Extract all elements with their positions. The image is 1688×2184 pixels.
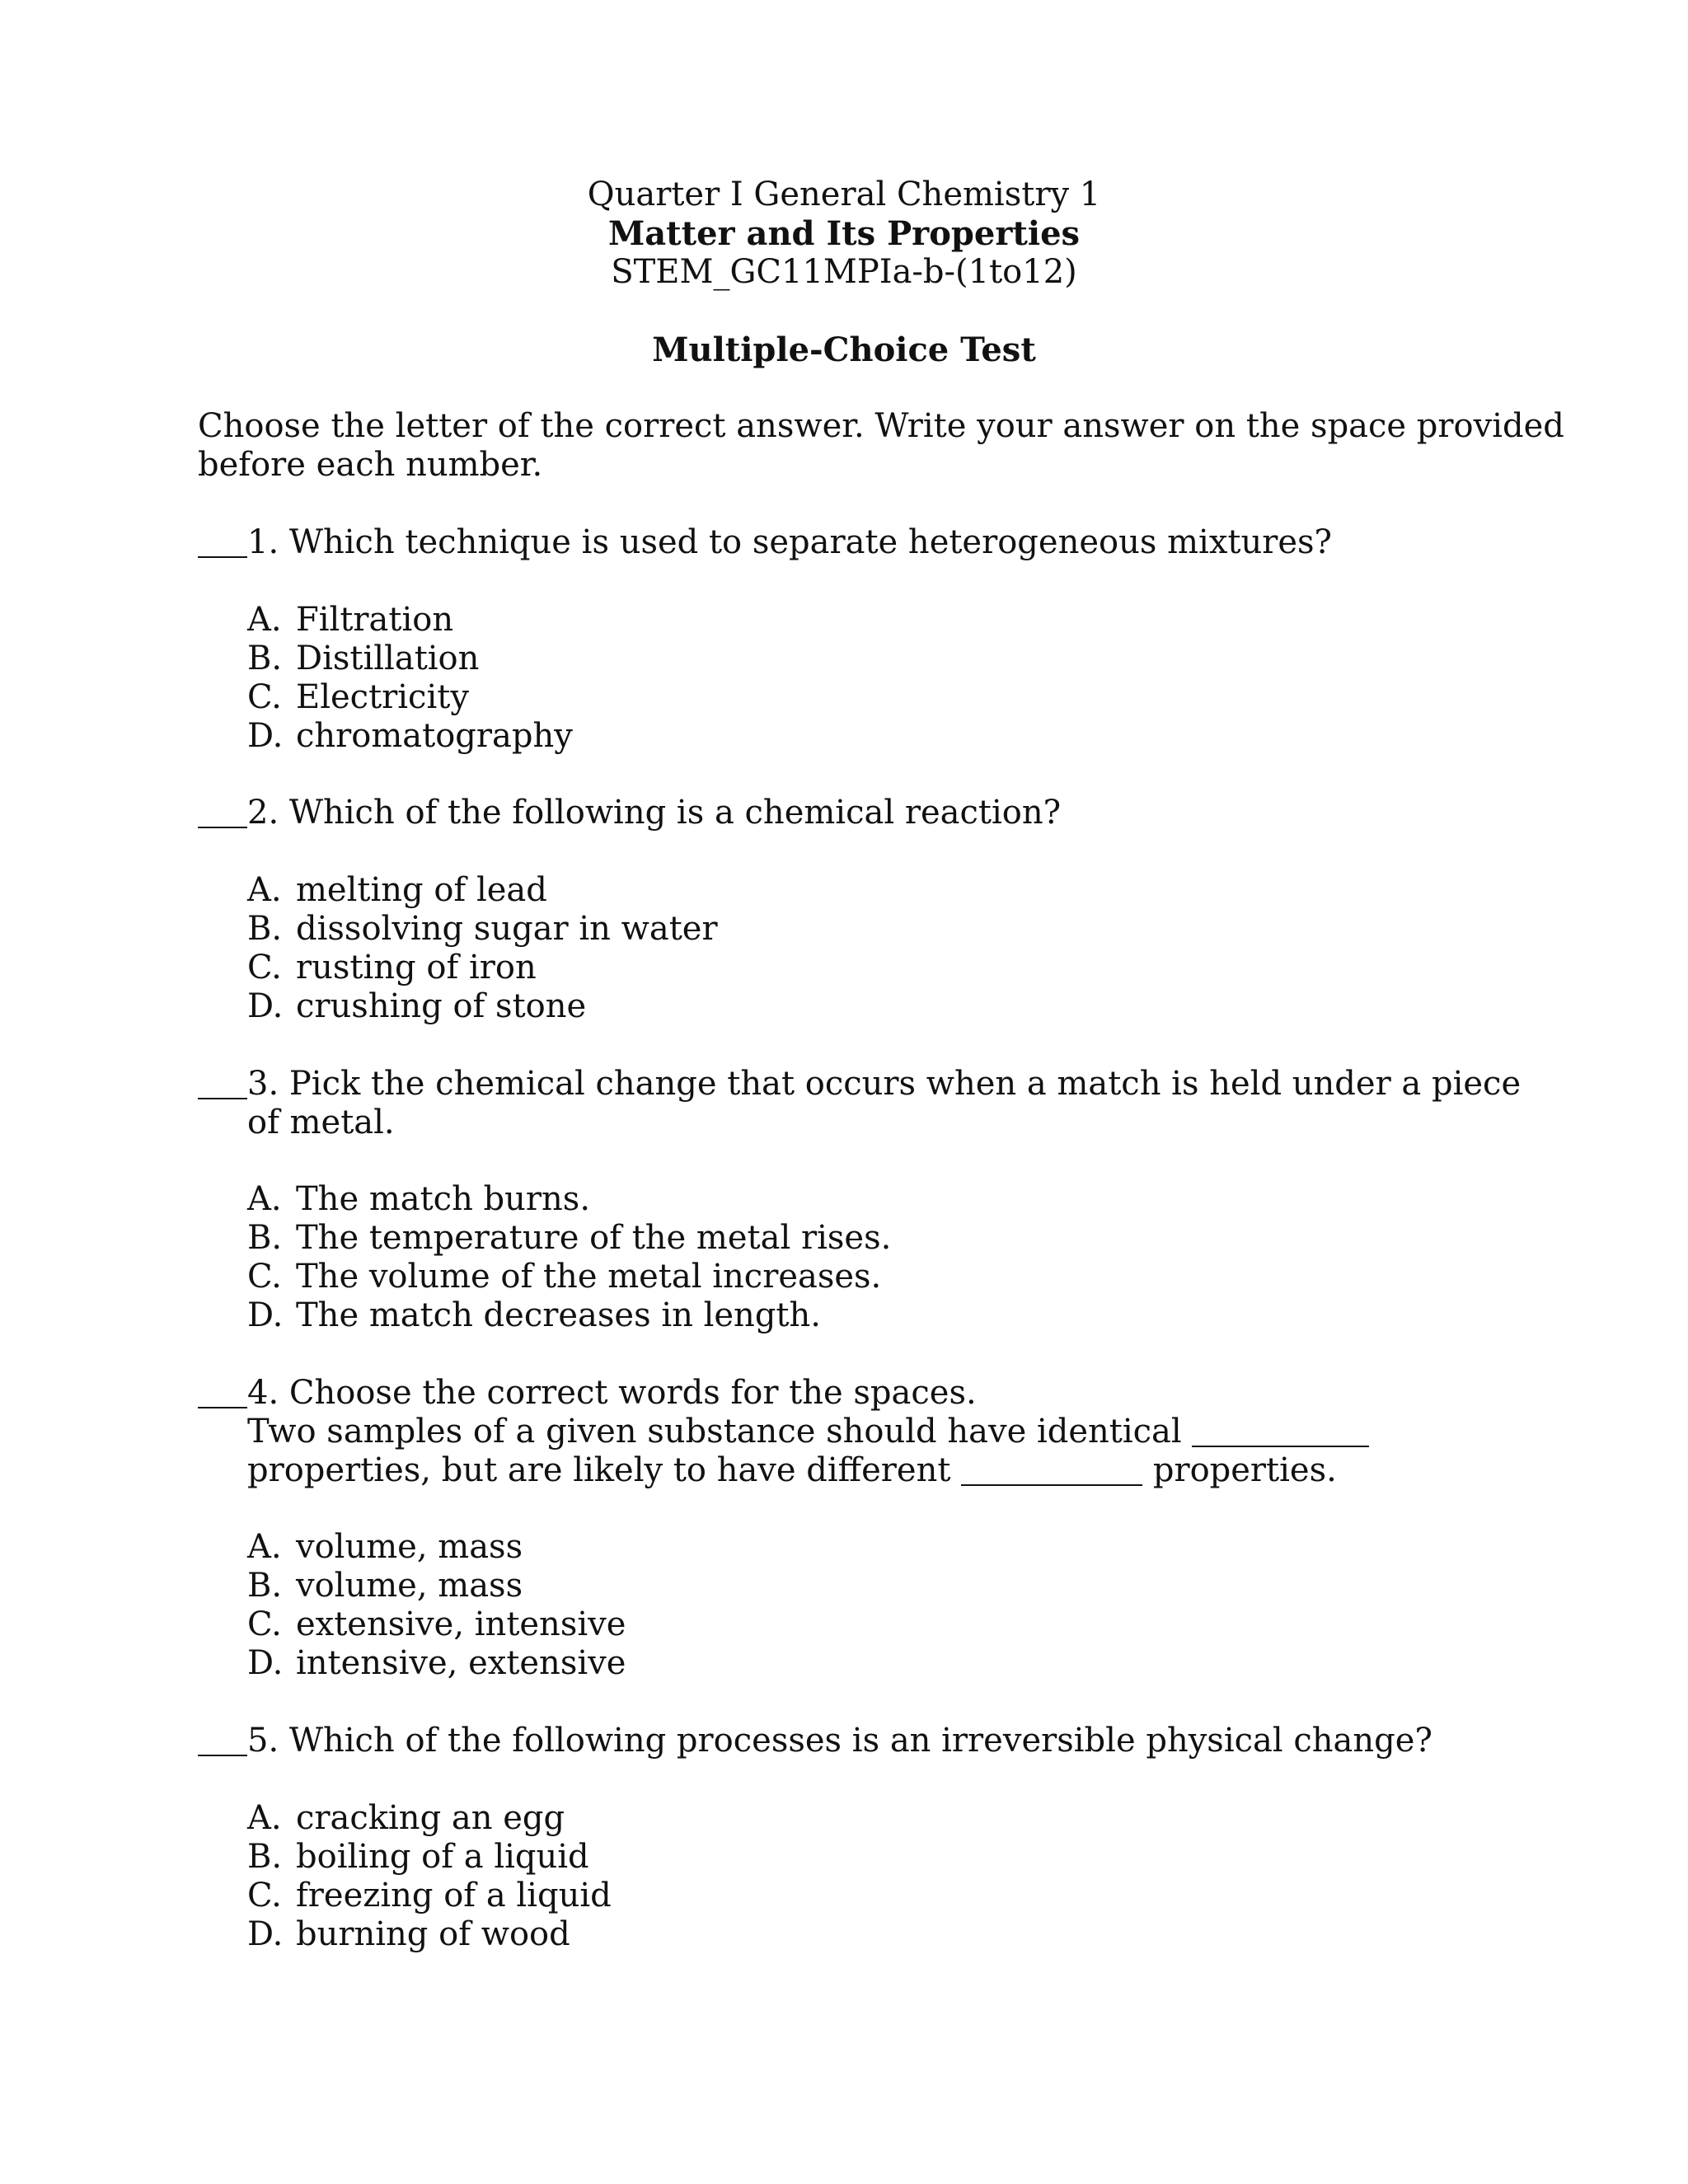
question-4 <box>198 1374 977 1413</box>
question-number: 3. <box>247 1065 279 1103</box>
question-text: Which technique is used to separate heterogeneous mixtures? <box>288 523 1332 561</box>
topic-title: Matter and Its Properties <box>607 214 1081 253</box>
option-1c: C. Electricity <box>247 678 469 716</box>
option-4b: B. volume, mass <box>247 1567 523 1605</box>
question-number: 2. <box>247 794 279 832</box>
option-4c: C. extensive, intensive <box>247 1605 626 1643</box>
question-number: 4. <box>247 1374 279 1412</box>
option-4d: D. intensive, extensive <box>247 1644 626 1682</box>
option-5b: B. boiling of a liquid <box>247 1838 589 1876</box>
question-2 <box>198 794 1061 832</box>
option-1a: A. Filtration <box>247 601 454 639</box>
option-2b: B. dissolving sugar in water <box>247 910 718 948</box>
question-text: Which of the following processes is an irreversible physical change? <box>288 1722 1432 1760</box>
option-5c: C. freezing of a liquid <box>247 1877 612 1915</box>
competency-code: STEM_GC11MPIa-b-(1to12) <box>611 253 1077 291</box>
question-4-line-2: Two samples of a given substance should have identical <box>247 1413 1369 1451</box>
option-3c: C. The volume of the metal increases. <box>247 1258 882 1296</box>
answer-blank-4[interactable] <box>198 1407 247 1408</box>
fill-blank-1 <box>1192 1446 1369 1447</box>
question-text: Pick the chemical change that occurs when a match is held under a piece <box>288 1065 1522 1103</box>
fill-blank-2 <box>961 1484 1142 1486</box>
question-number: 1. <box>247 523 279 561</box>
option-3d: D. The match decreases in length. <box>247 1296 821 1334</box>
question-number: 5. <box>247 1722 279 1760</box>
option-1d: D. chromatography <box>247 717 573 755</box>
option-2c: C. rusting of iron <box>247 949 537 987</box>
instructions-line-2: before each number. <box>198 446 543 484</box>
question-5 <box>198 1722 1432 1760</box>
option-1b: B. Distillation <box>247 640 480 677</box>
option-2d: D. crushing of stone <box>247 987 587 1025</box>
question-1 <box>198 523 1332 562</box>
course-title: Quarter I General Chemistry 1 <box>587 176 1101 213</box>
option-3a: A. The match burns. <box>247 1180 591 1218</box>
answer-blank-5[interactable] <box>198 1755 247 1756</box>
test-title: Multiple-Choice Test <box>652 330 1036 369</box>
option-4a: A. volume, mass <box>247 1528 523 1566</box>
question-3-continued: of metal. <box>247 1104 395 1141</box>
question-text: Which of the following is a chemical reaction? <box>288 794 1062 832</box>
option-5a: A. cracking an egg <box>247 1799 565 1837</box>
answer-blank-1[interactable] <box>198 556 247 558</box>
instructions-line-1: Choose the letter of the correct answer. Write your answer on the space provided <box>198 407 1564 445</box>
option-2a: A. melting of lead <box>247 871 547 909</box>
option-5d: D. burning of wood <box>247 1915 570 1953</box>
answer-blank-2[interactable] <box>198 827 247 828</box>
question-text: Choose the correct words for the spaces. <box>288 1374 977 1412</box>
option-3b: B. The temperature of the metal rises. <box>247 1219 892 1257</box>
question-3 <box>198 1065 1521 1104</box>
question-4-line-3: properties, but are likely to have different properties. <box>247 1451 1337 1489</box>
answer-blank-3[interactable] <box>198 1098 247 1099</box>
